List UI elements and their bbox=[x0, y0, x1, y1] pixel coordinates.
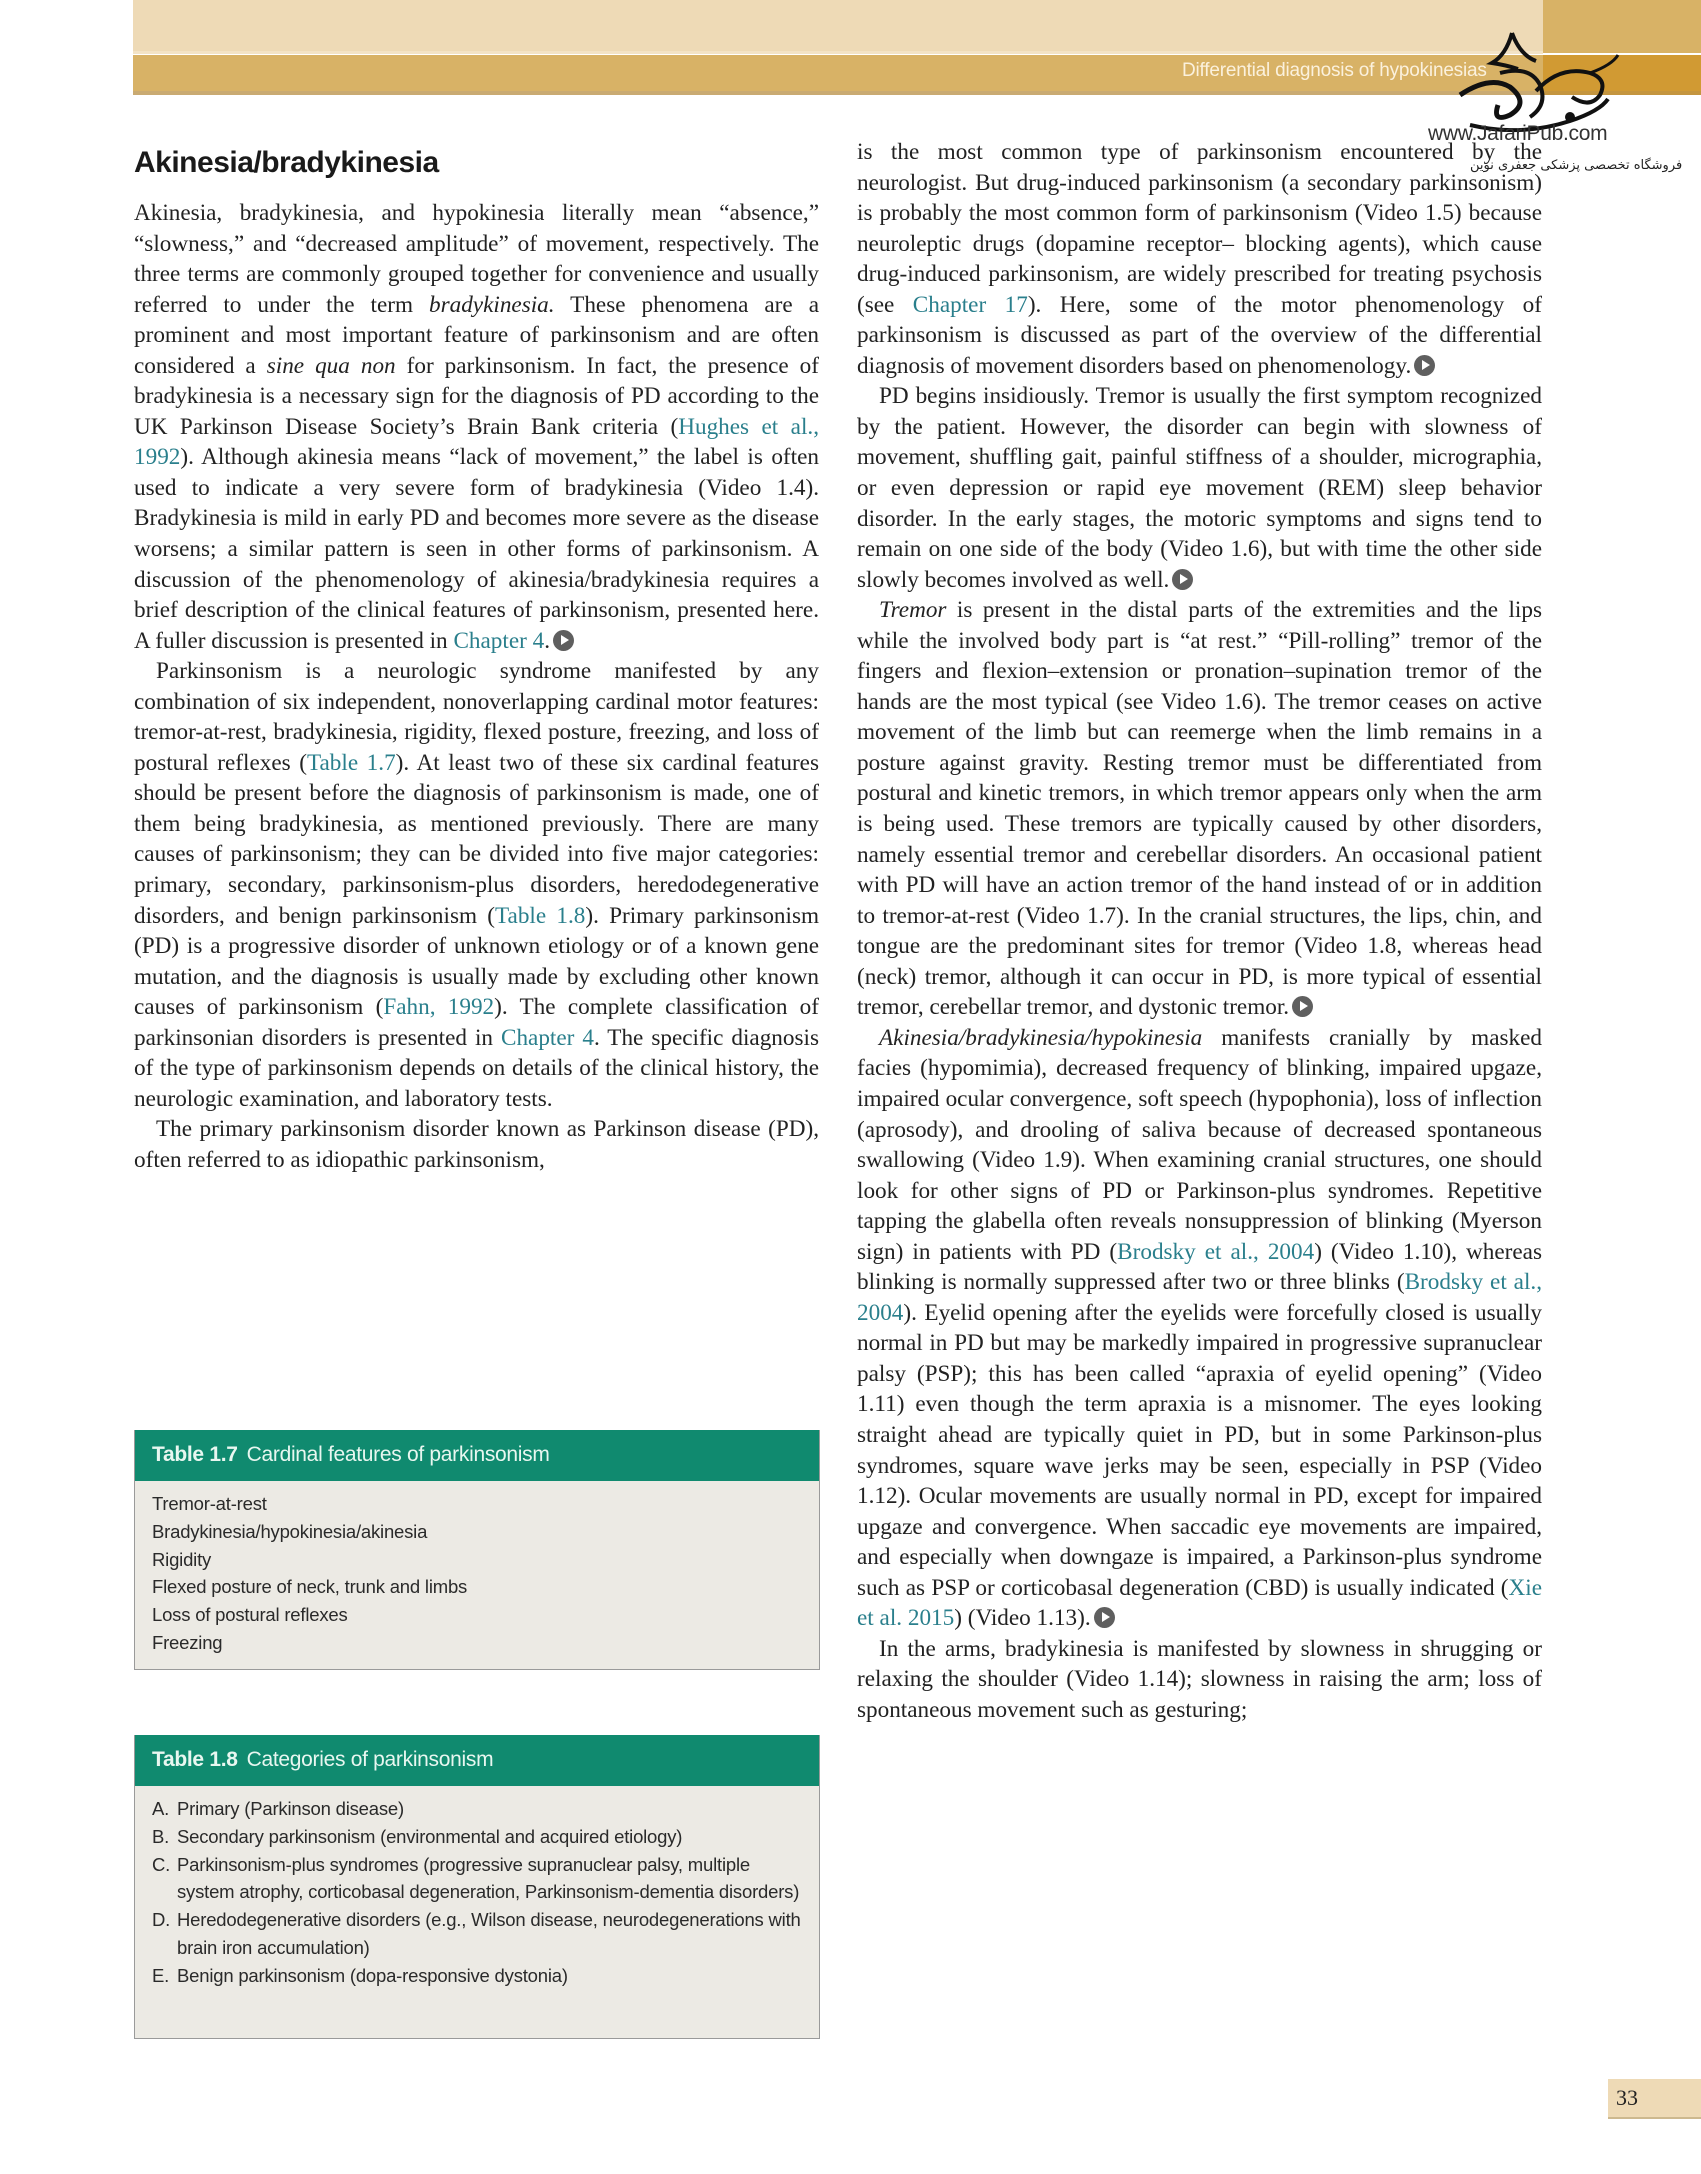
running-head: Differential diagnosis of hypokinesias bbox=[1182, 60, 1487, 81]
text-run: These phenomena are a prominent and most important feature of parkinsonism and are often considered a bbox=[134, 291, 819, 379]
paragraph bbox=[857, 595, 1542, 1023]
left-column bbox=[134, 198, 819, 1176]
item-text: Parkinsonism-plus syndromes (progressive supranuclear palsy, multiple system atrophy, corticobasal degeneration, Parkinsonism-dementia disorders) bbox=[177, 1853, 800, 1903]
table-item: Bradykinesia/hypokinesia/akinesia bbox=[152, 1520, 428, 1542]
paragraph bbox=[857, 381, 1542, 595]
text-run: ). Eyelid opening after the eyelids were forcefully closed is usually normal in PD but may be markedly impaired in progressive supranuclear palsy (PSP); this has been called “apraxia of eyelid opening” (Video 1.11) even though the term apraxia is a misnomer. The eyes looking straight ahead are typically quiet in PD, but in some Parkinson-plus syndromes, square wave jerks may be seen, especially in PSP (Video 1.12). Ocular movements are usually normal in PD, except for impaired upgaze and convergence. When saccadic eye movements are impaired, and especially when downgaze is impaired, a Parkinson-plus syndrome such as PSP or corticobasal degeneration (CBD) is usually indicated ( bbox=[857, 1299, 1542, 1601]
text-run: ). The complete classification of parkinsonian disorders is presented in bbox=[134, 994, 819, 1051]
table-item bbox=[152, 1962, 802, 1990]
table-1-8 bbox=[134, 1735, 820, 2039]
text-run: . bbox=[544, 627, 551, 654]
header-band-light bbox=[133, 0, 1543, 53]
text-run: ). At least two of these six cardinal features should be present before the diagnosis of parkinsonism is made, one of them being bradykinesia, as mentioned previously. There are many causes of parkinsonism; they can be divided into five major categories: primary, secondary, parkinsonism-plus disorders, heredodegenerative disorders, and benign parkinsonism ( bbox=[134, 749, 819, 929]
text-run: is the most common type of parkinsonism encountered by the neurologist. But drug-induced parkinsonism (a secondary parkinsonism) is probably the most common form of parkinsonism (Video 1.5) because neuroleptic drugs (dopamine receptor– blocking agents), which cause drug-induced parkinsonism, are widely prescribed for treating psychosis (see bbox=[857, 139, 1542, 318]
table-title: Categories of parkinsonism bbox=[246, 1748, 494, 1771]
table-item: Tremor-at-rest bbox=[152, 1493, 267, 1514]
table-item bbox=[152, 1851, 802, 1907]
text-run: PD begins insidiously. Tremor is usually the first symptom recognized by the patient. However, the disorder can begin with slowness of movement, shuffling gait, painful stiffness of a shoulder, micrographia, or even depression or rapid eye movement (REM) sleep behavior disorder. In the early stages, the motoric symptoms and signs tend to remain on one side of the body (Video 1.6), but with time the other side slowly becomes involved as well. bbox=[857, 383, 1542, 593]
paragraph: In the arms, bradykinesia is manifested by slowness in shrugging or relaxing the shoulder (Video 1.14); slowness in raising the arm; loss of spontaneous movement such as gesturing; bbox=[857, 1635, 1542, 1723]
table-item: Freezing bbox=[152, 1631, 223, 1653]
text-run: ). Although akinesia means “lack of movement,” the label is often used to indicate a very severe form of bradykinesia (Video 1.4). Bradykinesia is mild in early PD and becomes more severe as the disease worsens; a similar pattern is seen in other forms of parkinsonism. A discussion of the phenomenology of akinesia/bradykinesia requires a brief description of the clinical features of parkinsonism, presented here. A fuller discussion is presented in bbox=[134, 444, 819, 654]
table-link[interactable]: Table 1.7 bbox=[306, 749, 396, 776]
video-play-icon[interactable] bbox=[1292, 996, 1313, 1017]
watermark-url: www.JafariPub.com bbox=[1428, 122, 1608, 145]
paragraph bbox=[134, 198, 819, 656]
table-header bbox=[135, 1430, 819, 1481]
citation-link[interactable]: Brodsky et al., 2004 bbox=[1117, 1238, 1315, 1265]
text-run: . The specific diagnosis of the type of parkinsonism depends on details of the clinical history, the neurologic examination, and laboratory tests. bbox=[134, 1024, 819, 1112]
publisher-logo-icon bbox=[1440, 25, 1620, 135]
video-play-icon[interactable] bbox=[1094, 1607, 1115, 1628]
header-band-divider bbox=[133, 51, 1543, 54]
section-heading: Akinesia/bradykinesia bbox=[134, 146, 439, 179]
table-item bbox=[152, 1823, 802, 1851]
header-band-rule bbox=[133, 91, 1543, 95]
table-body bbox=[135, 1481, 819, 1671]
text-run: is present in the distal parts of the extremities and the lips while the involved body part is “at rest.” “Pill-rolling” tremor of the fingers and flexion–extension or pronation–supination tremor of the hands are the most typical (see Video 1.6). The tremor ceases on active movement of the limb but can reemerge when the limb remains in a posture against gravity. Resting tremor must be differentiated from postural and kinetic tremors, in which tremor appears only when the arm is being used. These tremors are typically caused by other disorders, namely essential tremor and cerebellar disorders. An occasional patient with PD will have an action tremor of the hand instead of or in addition to tremor-at-rest (Video 1.7). In the cranial structures, the lips, chin, and tongue are the predominant sites for tremor (Video 1.8, whereas head (neck) tremor, although it can occur in PD, is more typical of essential tremor, cerebellar tremor, and dystonic tremor. bbox=[857, 597, 1542, 1021]
italic-term: sine qua non bbox=[266, 352, 396, 379]
table-header bbox=[135, 1735, 819, 1786]
citation-link[interactable]: Fahn, 1992 bbox=[383, 994, 495, 1021]
paragraph: The primary parkinsonism disorder known as Parkinson disease (PD), often referred to as idiopathic parkinsonism, bbox=[134, 1116, 819, 1173]
item-text: Benign parkinsonism (dopa-responsive dystonia) bbox=[177, 1964, 568, 1986]
citation-link[interactable]: Xie et al. 2015 bbox=[857, 1574, 1542, 1632]
item-text: Heredodegenerative disorders (e.g., Wilson disease, neurodegenerations with brain iron accumulation) bbox=[177, 1909, 801, 1958]
table-item bbox=[152, 1906, 802, 1962]
table-item: Loss of postural reflexes bbox=[152, 1604, 348, 1626]
text-run: Akinesia, bradykinesia, and hypokinesia literally mean “absence,” “slowness,” and “decreased amplitude” of movement, respectively. The three terms are commonly grouped together for convenience and usually referred to under the term bbox=[134, 200, 819, 318]
text-run: manifests cranially by masked facies (hypomimia), decreased frequency of blinking, impaired upgaze, impaired ocular convergence, soft speech (hypophonia), loss of inflection (aprosody), and drooling of saliva because of decreased spontaneous swallowing (Video 1.9). When examining cranial structures, one should look for other signs of PD or Parkinson-plus syndromes. Repetitive tapping the glabella often reveals nonsuppression of blinking (Myerson sign) in patients with PD ( bbox=[857, 1024, 1542, 1265]
text-run: for parkinsonism. In fact, the presence of bradykinesia is a necessary sign for the diagnosis of PD according to the UK Parkinson Disease Society’s Brain Bank criteria ( bbox=[134, 352, 819, 440]
item-letter: C. bbox=[152, 1853, 171, 1875]
table-item bbox=[152, 1795, 802, 1823]
text-run: ). Here, some of the motor phenomenology of parkinsonism is discussed as part of the overview of the differential diagnosis of movement disorders based on phenomenology. bbox=[857, 291, 1543, 379]
italic-term: bradykinesia. bbox=[429, 291, 555, 318]
paragraph bbox=[857, 137, 1542, 381]
table-item: Flexed posture of neck, trunk and limbs bbox=[152, 1576, 468, 1598]
item-text: Primary (Parkinson disease) bbox=[177, 1798, 404, 1819]
chapter-link[interactable]: Chapter 4 bbox=[453, 627, 545, 654]
item-letter: A. bbox=[152, 1798, 170, 1819]
paragraph bbox=[857, 1023, 1542, 1634]
italic-term: Tremor bbox=[879, 597, 947, 624]
text-run: ) (Video 1.13). bbox=[954, 1605, 1091, 1632]
right-column bbox=[857, 137, 1542, 1725]
table-body bbox=[135, 1786, 819, 2004]
table-number: Table 1.7 bbox=[152, 1443, 238, 1466]
item-text: Secondary parkinsonism (environmental and acquired etiology) bbox=[177, 1825, 683, 1847]
text-run: ) (Video 1.10), whereas blinking is normally suppressed after two or three blinks ( bbox=[857, 1238, 1542, 1296]
video-play-icon[interactable] bbox=[553, 630, 574, 651]
italic-term: Akinesia/bradykinesia/hypokinesia bbox=[879, 1024, 1203, 1051]
item-letter: B. bbox=[152, 1825, 170, 1847]
citation-link[interactable]: Brodsky et al., 2004 bbox=[857, 1269, 1542, 1326]
table-item: Rigidity bbox=[152, 1548, 212, 1570]
citation-link[interactable]: Hughes et al., 1992 bbox=[134, 413, 820, 471]
item-letter: E. bbox=[152, 1964, 170, 1986]
video-play-icon[interactable] bbox=[1414, 355, 1435, 376]
watermark-persian-text: فروشگاه تخصصی پزشکی جعفری نوین bbox=[1470, 158, 1683, 173]
paragraph bbox=[134, 656, 819, 1114]
table-title: Cardinal features of parkinsonism bbox=[246, 1443, 550, 1466]
table-1-7 bbox=[134, 1430, 820, 1670]
video-play-icon[interactable] bbox=[1172, 569, 1193, 590]
chapter-link[interactable]: Chapter 4 bbox=[500, 1024, 594, 1051]
table-number: Table 1.8 bbox=[152, 1748, 238, 1771]
chapter-link[interactable]: Chapter 17 bbox=[912, 291, 1028, 318]
table-link[interactable]: Table 1.8 bbox=[494, 902, 586, 929]
text-run: Parkinsonism is a neurologic syndrome manifested by any combination of six independent, nonoverlapping cardinal motor features: tremor-at-rest, bradykinesia, rigidity, flexed posture, freezing, and loss of postural reflexes ( bbox=[134, 658, 819, 776]
page-number: 33 bbox=[1616, 2085, 1638, 2110]
item-letter: D. bbox=[152, 1909, 171, 1931]
text-run: ). Primary parkinsonism (PD) is a progressive disorder of unknown etiology or of a known gene mutation, and the diagnosis is usually made by excluding other known causes of parkinsonism ( bbox=[134, 902, 820, 1021]
